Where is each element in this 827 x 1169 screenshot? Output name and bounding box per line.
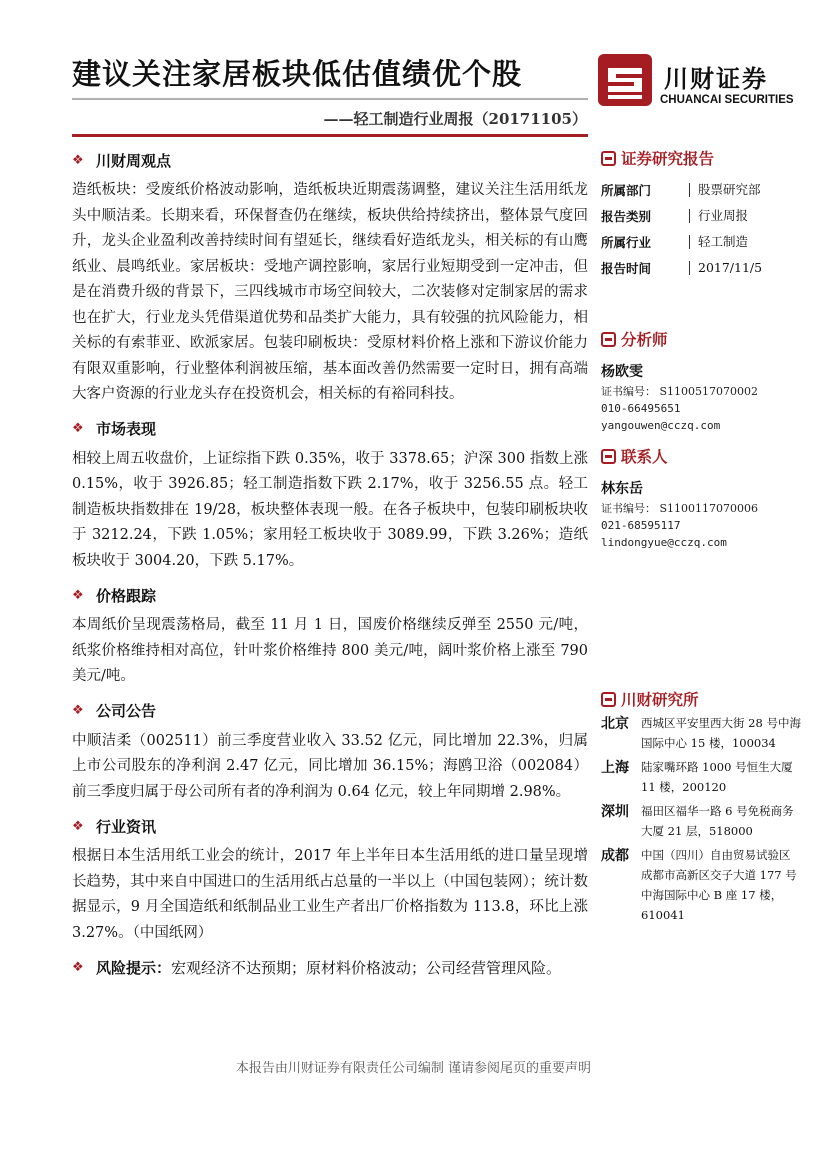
analyst-cert: 证书编号： S1100517070002 (601, 385, 759, 398)
sidebar-heading-contact: 联系人 (601, 446, 801, 466)
section-body-market: 相较上周五收盘价，上证综指下跌 0.35%，收于 3378.65；沪深 300 指数上涨 0.15%，收于 3926.85；轻工制造指数下跌 2.17%，收于 3256.55 点。轻工制造板块指数排在 19/28，板块整体表现一般。在各子板块中，包装印刷板块收于 3212.24，下跌 1.05%；家用轻工板块收于 3089.99，下跌 3.26%；造纸板块收于 3004.20，下跌 5.17%。 (72, 450, 588, 569)
brand-name-en: CHUANCAI SECURITIES (660, 94, 794, 106)
info-row-industry: 所属行业 轻工制造 (601, 234, 749, 250)
header-divider-bottom (72, 134, 588, 137)
section-heading-industry-news: ❖ 行业资讯 (72, 817, 157, 836)
sidebar (601, 148, 801, 925)
analyst-icon (601, 332, 616, 347)
report-icon (601, 151, 616, 166)
diamond-bullet-icon: ❖ (72, 960, 84, 975)
contact-phone: 021-68595117 (601, 519, 681, 532)
diamond-bullet-icon: ❖ (72, 818, 84, 834)
contact-card (601, 478, 801, 551)
info-row-date: 报告时间 2017/11/5 (601, 260, 763, 276)
office-beijing: 北京 西城区平安里西大街 28 号中海国际中心 15 楼，100034 (601, 716, 801, 750)
analyst-name: 杨欧雯 (601, 364, 643, 380)
section-body-weekly-view: 造纸板块：受废纸价格波动影响，造纸板块近期震荡调整，建议关注生活用纸龙头中顺洁柔。长期来看，环保督查仍在继续，板块供给持续挤出，整体景气度回升，龙头企业盈利改善持续时间有望延长，继续看好造纸龙头，相关标的有山鹰纸业、晨鸣纸业。家居板块：受地产调控影响，家居行业短期受到一定冲击，但是在消费升级的背景下，三四线城市市场空间较大，二次装修对定制家居的需求也在扩大，行业龙头凭借渠道优势和品类扩大能力，具有较强的抗风险能力，相关标的有索菲亚、欧派家居。包装印刷板块：受原材料价格上涨和下游议价能力有限双重影响，行业整体利润被压缩，基本面改善仍然需要一定时日，拥有高端大客户资源的行业龙头存在投资机会，相关标的有裕同科技。 (72, 182, 588, 402)
analyst-email[interactable]: yangouwen@cczq.com (601, 419, 721, 432)
contact-email[interactable]: lindongyue@cczq.com (601, 536, 727, 549)
risk-warning (72, 957, 588, 978)
office-shenzhen: 深圳 福田区福华一路 6 号免税商务大厦 21 层，518000 (601, 804, 794, 838)
brand-name-cn: 川财证券 (664, 65, 768, 93)
analyst-phone: 010-66495651 (601, 402, 681, 415)
report-info-table (601, 177, 801, 281)
info-row-department: 所属部门 股票研究部 (601, 182, 761, 198)
section-body-announcements: 中顺洁柔（002511）前三季度营业收入 33.52 亿元，同比增加 22.3%，归属上市公司股东的净利润 2.47 亿元，同比增加 36.15%；海鸥卫浴（002084）前三季度归属于母公司所有者的净利润为 0.64 亿元，较上年同期增 2.98%。 (72, 732, 588, 800)
main-content (72, 150, 588, 978)
contact-name: 林东岳 (601, 481, 643, 497)
risk-label: 风险提示： (96, 959, 172, 977)
report-subtitle: ——轻工制造行业周报（20171105） (323, 110, 587, 128)
section-body-industry-news: 根据日本生活用纸工业会的统计，2017 年上半年日本生活用纸的进口量呈现增长趋势，其中来自中国进口的生活用纸占总量的一半以上（中国包装网）；统计数据显示，9 月全国造纸和纸制品业工业生产者出厂价格指数为 113.8，环比上涨 3.27%。（中国纸网） (72, 848, 588, 941)
chuancai-logo-icon (598, 54, 652, 106)
office-chengdu: 成都 中国（四川）自由贸易试验区成都市高新区交子大道 177 号中海国际中心 B 座 17 楼，610041 (601, 848, 797, 922)
risk-text: 宏观经济不达预期；原材料价格波动；公司经营管理风险。 (171, 959, 562, 977)
section-heading-market: ❖ 市场表现 (72, 420, 157, 438)
report-title: 建议关注家居板块低估值绩优个股 (72, 57, 523, 91)
sidebar-heading-analyst: 分析师 (601, 329, 801, 349)
diamond-bullet-icon: ❖ (72, 152, 84, 168)
info-row-category: 报告类别 行业周报 (601, 208, 749, 224)
diamond-bullet-icon: ❖ (72, 587, 84, 603)
institute-icon (601, 692, 616, 707)
company-logo (598, 54, 798, 110)
contact-icon (601, 449, 616, 464)
sidebar-heading-report: 证券研究报告 (601, 148, 801, 168)
page-footer: 本报告由川财证券有限责任公司编制 谨请参阅尾页的重要声明 (235, 1061, 592, 1076)
analyst-card (601, 361, 801, 434)
sidebar-heading-institute: 川财研究所 (601, 689, 801, 709)
contact-cert: 证书编号： S1100117070006 (601, 502, 759, 515)
header-divider-top (72, 98, 588, 100)
section-heading-announcements: ❖ 公司公告 (72, 702, 157, 720)
section-heading-weekly-view: ❖ 川财周观点 (72, 151, 172, 170)
diamond-bullet-icon: ❖ (72, 703, 84, 718)
section-heading-price: ❖ 价格跟踪 (72, 586, 157, 605)
office-list (601, 713, 801, 925)
diamond-bullet-icon: ❖ (72, 421, 84, 436)
section-body-price: 本周纸价呈现震荡格局，截至 11 月 1 日，国废价格继续反弹至 2550 元/吨，纸浆价格维持相对高位，针叶浆价格维持 800 美元/吨，阔叶浆价格上涨至 790 美元/吨。 (72, 617, 588, 684)
office-shanghai: 上海 陆家嘴环路 1000 号恒生大厦 11 楼，200120 (601, 760, 793, 794)
